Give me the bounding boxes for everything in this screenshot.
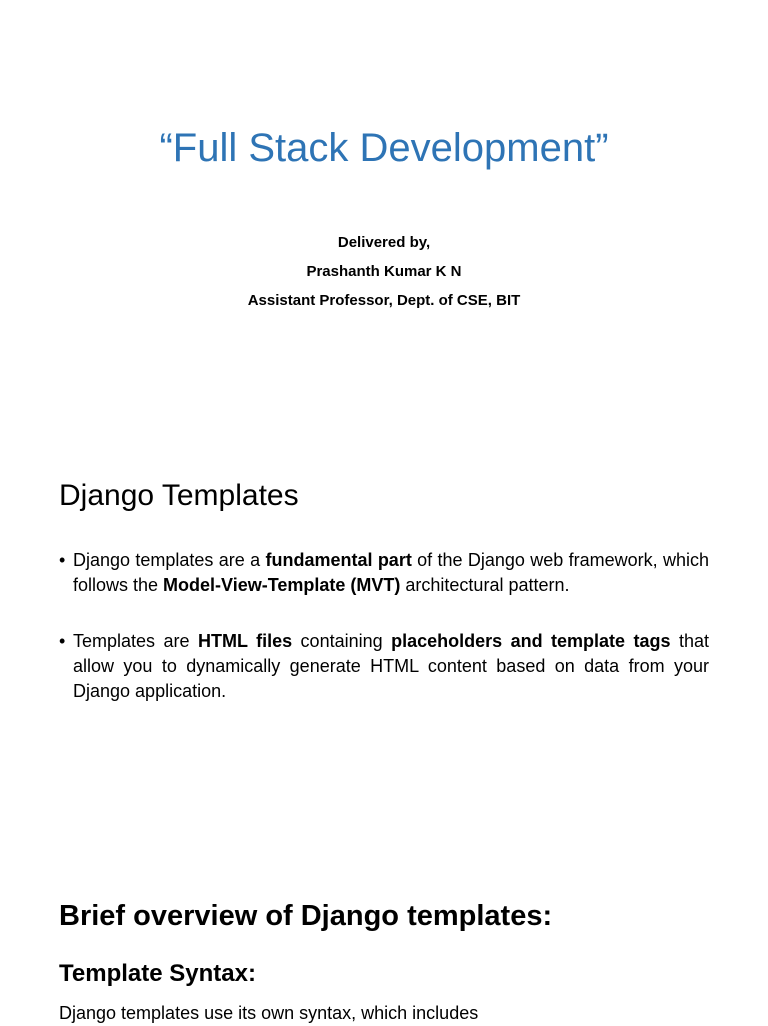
bullet-text: of the Django web framework, which follows the xyxy=(73,550,710,595)
bullet-bold-text: Model-View-Template (MVT) xyxy=(163,575,401,595)
bullet-bold-text: fundamental part xyxy=(265,550,412,570)
bullet-text: Templates are xyxy=(73,631,198,651)
django-templates-heading: Django Templates xyxy=(59,479,299,512)
bullet-text: containing xyxy=(292,631,392,651)
bullet-bold-text: HTML files xyxy=(197,631,293,651)
template-syntax-heading: Template Syntax: xyxy=(59,960,256,987)
author-designation: Assistant Professor, Dept. of CSE, BIT xyxy=(247,292,521,309)
bullet-dot-icon: • xyxy=(59,550,66,570)
byline xyxy=(0,228,768,315)
overview-heading: Brief overview of Django templates: xyxy=(59,900,553,932)
template-syntax-text: Django templates use its own syntax, which includes xyxy=(59,1003,479,1023)
bullet-text: that allow you to dynamically generate HTML content based on data from your Django application. xyxy=(73,631,709,701)
bullet-text: Django templates are a xyxy=(73,550,266,570)
bullet-item-html-files xyxy=(59,629,709,704)
bullet-item-mvt xyxy=(59,548,709,598)
bullet-text: architectural pattern. xyxy=(400,575,570,595)
document-title: “Full Stack Development” xyxy=(159,126,609,170)
delivered-by-label: Delivered by, xyxy=(337,234,431,251)
author-name: Prashanth Kumar K N xyxy=(306,263,462,280)
bullet-bold-text: placeholders and template tags xyxy=(391,631,671,651)
templates-bullet-list xyxy=(59,548,709,704)
bullet-dot-icon: • xyxy=(59,631,66,651)
